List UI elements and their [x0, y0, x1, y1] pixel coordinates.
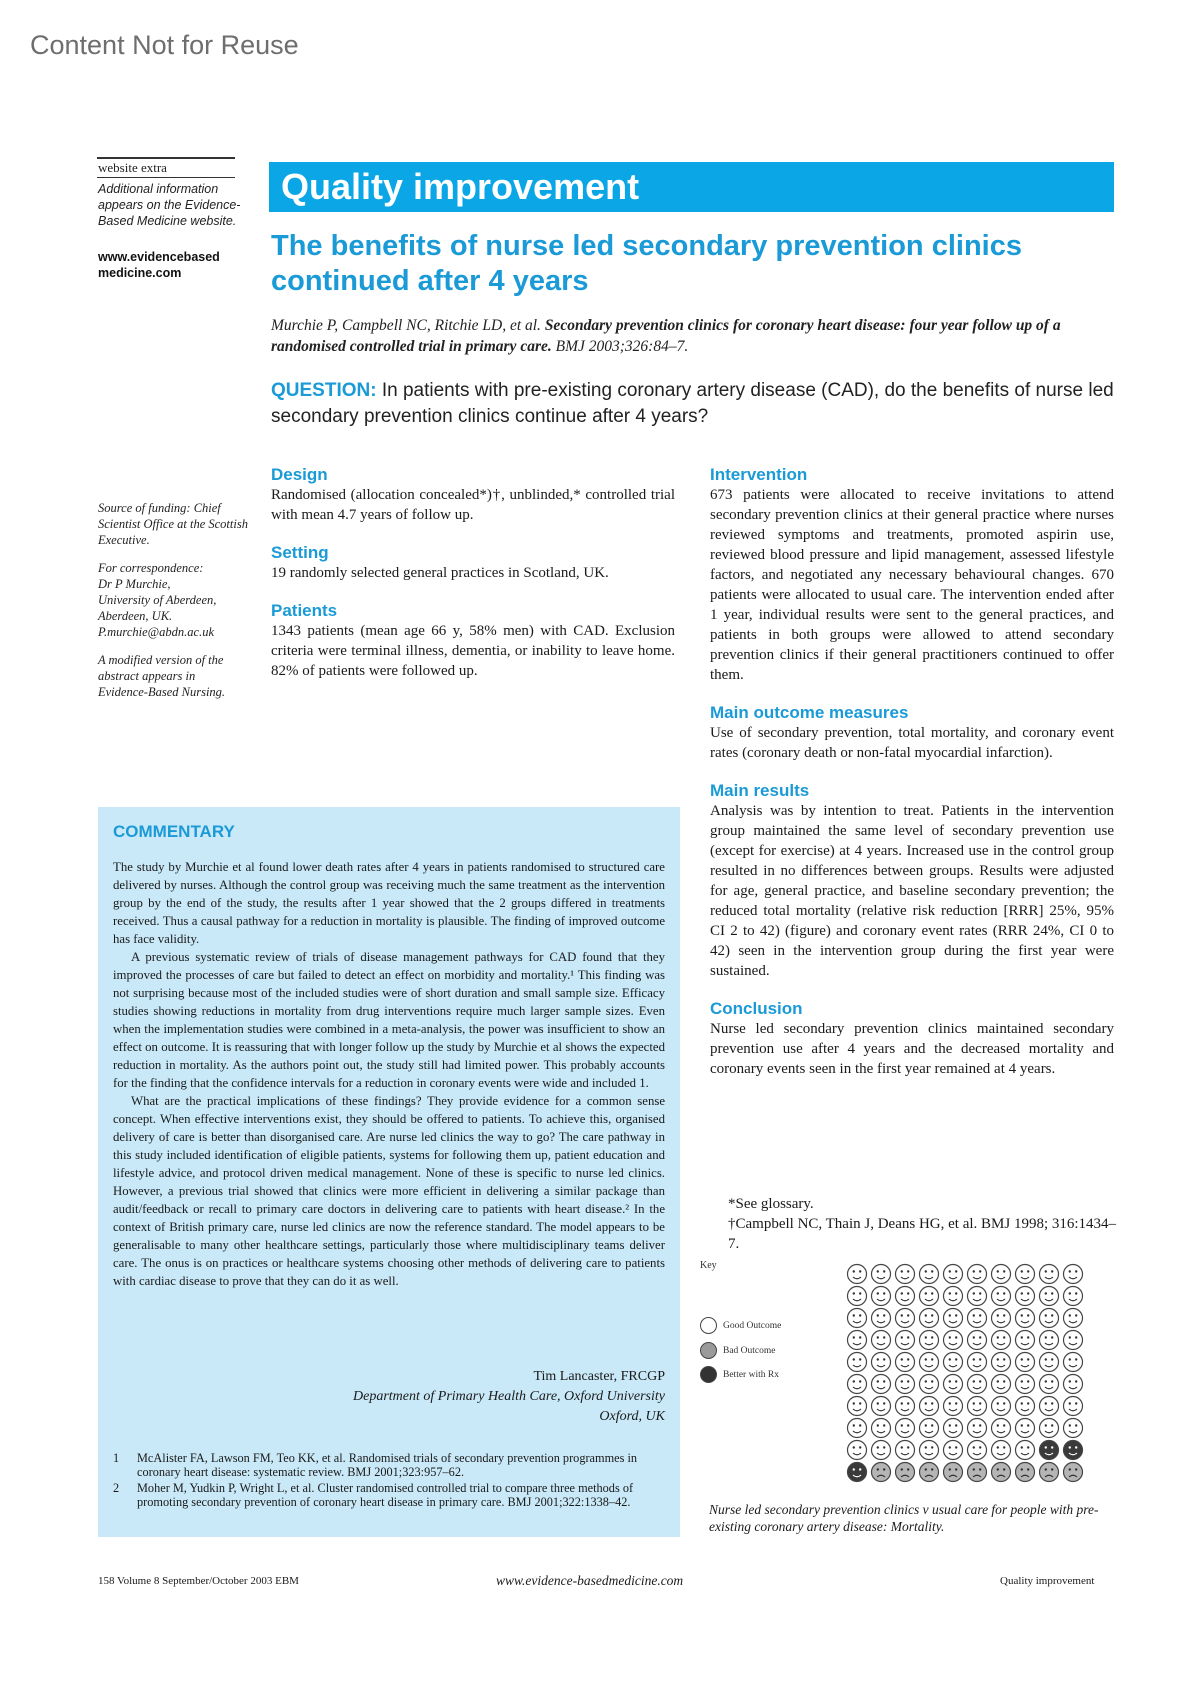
good-outcome-face-icon: [992, 1331, 1011, 1350]
reference-item: [113, 1481, 665, 1509]
good-outcome-face-icon: [920, 1309, 939, 1328]
good-outcome-face-icon: [1064, 1419, 1083, 1438]
good-outcome-face-icon: [896, 1419, 915, 1438]
good-outcome-face-icon: [920, 1331, 939, 1350]
question: [271, 378, 1121, 430]
bad-outcome-face-icon: [920, 1463, 939, 1482]
correspondence-line: Aberdeen, UK.: [98, 609, 173, 623]
bad-outcome-face-icon: [1064, 1463, 1083, 1482]
good-outcome-face-icon: [992, 1265, 1011, 1284]
good-outcome-face-icon: [944, 1309, 963, 1328]
better-with-rx-face-icon: [700, 1366, 717, 1383]
good-outcome-face-icon: [848, 1265, 867, 1284]
good-outcome-face-icon: [896, 1397, 915, 1416]
better-with-rx-face-icon: [848, 1463, 867, 1482]
reference-list: [113, 1451, 665, 1511]
good-outcome-face-icon: [896, 1265, 915, 1284]
good-outcome-face-icon: [944, 1397, 963, 1416]
commentary-paragraph: The study by Murchie et al found lower death rates after 4 years in patients randomised to structured care delivered by nurses. Although the control group was receiving much the same treatment as the intervention group by the end of the study, the results after 1 year showed that the 2 groups differed in treatments received. Thus a causal pathway for a reduction in mortality is plausible. The finding of improved outcome has face validity.: [113, 860, 665, 946]
good-outcome-face-icon: [1064, 1397, 1083, 1416]
bad-outcome-face-icon: [968, 1463, 987, 1482]
commentary-paragraph: What are the practical implications of these findings? They provide evidence for a common sense concept. When effective interventions exist, they should be offered to patients. To achieve this, organised delivery of care is better than disorganised care. Are nurse led clinics the way to go? The care pathway in this study included identification of eligible patients, systems for following them up, patient education and lifestyle advice, and protocol driven medical management. None of these is specific to nurse led clinics. However, a previous trial showed that clinics were more efficient in delivering a similar package than audit/feedback or recall to primary care doctors in delivering care to patients with heart disease.² In the context of British primary care, nurse led clinics are now the reference standard. The model appears to be generalisable to many other healthcare settings, particularly those where multidisciplinary teams deliver care. The onus is on practices or healthcare systems choosing other methods of delivering care to patients with cardiac disease to prove that they can do it as well.: [113, 1094, 665, 1288]
bad-outcome-face-icon: [700, 1342, 717, 1359]
legend-bad: [700, 1342, 776, 1359]
good-outcome-face-icon: [1016, 1419, 1035, 1438]
correspondence-line: Dr P Murchie,: [98, 577, 171, 591]
section-text-setting: 19 randomly selected general practices in Scotland, UK.: [271, 565, 609, 581]
good-outcome-face-icon: [872, 1375, 891, 1394]
good-outcome-face-icon: [1016, 1265, 1035, 1284]
face-grid-figure: [845, 1262, 1090, 1487]
good-outcome-face-icon: [992, 1375, 1011, 1394]
good-outcome-face-icon: [992, 1309, 1011, 1328]
citation: [271, 315, 1121, 357]
good-outcome-face-icon: [944, 1331, 963, 1350]
good-outcome-face-icon: [944, 1441, 963, 1460]
good-outcome-face-icon: [872, 1265, 891, 1284]
good-outcome-face-icon: [872, 1419, 891, 1438]
good-outcome-face-icon: [968, 1419, 987, 1438]
good-outcome-face-icon: [872, 1287, 891, 1306]
good-outcome-face-icon: [992, 1287, 1011, 1306]
good-outcome-face-icon: [1064, 1375, 1083, 1394]
good-outcome-face-icon: [992, 1353, 1011, 1372]
good-outcome-face-icon: [920, 1265, 939, 1284]
section-text-design: Randomised (allocation concealed*)†, unblinded,* controlled trial with mean 4.7 years of follow up.: [271, 487, 675, 523]
article-title: The benefits of nurse led secondary prevention clinics continued after 4 years: [271, 230, 1022, 297]
good-outcome-face-icon: [920, 1397, 939, 1416]
bad-outcome-face-icon: [992, 1463, 1011, 1482]
glossary-ref: †Campbell NC, Thain J, Deans HG, et al. BMJ 1998; 316:1434–7.: [728, 1216, 1117, 1252]
good-outcome-face-icon: [1040, 1419, 1059, 1438]
commentary-signature: [113, 1367, 665, 1427]
legend-good-label: Good Outcome: [723, 1320, 782, 1331]
footer-url[interactable]: www.evidence-basedmedicine.com: [496, 1573, 684, 1588]
good-outcome-face-icon: [872, 1309, 891, 1328]
good-outcome-face-icon: [872, 1441, 891, 1460]
better-with-rx-face-icon: [1064, 1441, 1083, 1460]
figure-key-label: Key: [700, 1260, 717, 1271]
legend-bad-label: Bad Outcome: [723, 1345, 776, 1356]
good-outcome-face-icon: [848, 1419, 867, 1438]
good-outcome-face-icon: [992, 1397, 1011, 1416]
bad-outcome-face-icon: [896, 1463, 915, 1482]
good-outcome-face-icon: [944, 1353, 963, 1372]
footer-right: Quality improvement: [1000, 1575, 1095, 1587]
good-outcome-face-icon: [1040, 1353, 1059, 1372]
website-extra-rule: [97, 157, 235, 159]
website-extra-rule-2: [97, 177, 235, 178]
section-text-conclusion: Nurse led secondary prevention clinics maintained secondary prevention use after 4 years and the decreased mortality and coronary events seen in the first year remained at 4 years.: [710, 1021, 1114, 1077]
good-outcome-face-icon: [968, 1309, 987, 1328]
section-text-patients: 1343 patients (mean age 66 y, 58% men) with CAD. Exclusion criteria were terminal illness, dementia, or inability to leave home. 82% of patients were followed up.: [271, 623, 675, 679]
good-outcome-face-icon: [944, 1265, 963, 1284]
good-outcome-face-icon: [848, 1375, 867, 1394]
question-text: In patients with pre-existing coronary artery disease (CAD), do the benefits of nurse led secondary prevention clinics continue after 4 years?: [271, 380, 1114, 427]
section-heading-outcomes: Main outcome measures: [710, 703, 909, 722]
correspondence-line: University of Aberdeen,: [98, 593, 217, 607]
citation-article: Secondary prevention clinics for coronary heart disease: four year follow up of a randomised controlled trial in primary care.: [271, 317, 1061, 355]
good-outcome-face-icon: [896, 1353, 915, 1372]
section-banner: Quality improvement: [269, 162, 1114, 212]
watermark: Content Not for Reuse: [30, 30, 299, 60]
good-outcome-face-icon: [1064, 1331, 1083, 1350]
good-outcome-face-icon: [1016, 1397, 1035, 1416]
modified-note: A modified version of the abstract appears in Evidence-Based Nursing.: [98, 653, 226, 699]
good-outcome-face-icon: [944, 1287, 963, 1306]
bad-outcome-face-icon: [1040, 1463, 1059, 1482]
good-outcome-face-icon: [968, 1265, 987, 1284]
bad-outcome-face-icon: [1016, 1463, 1035, 1482]
good-outcome-face-icon: [1016, 1287, 1035, 1306]
reference-item: [113, 1451, 665, 1479]
commentary-author: Tim Lancaster, FRCGP: [533, 1369, 665, 1384]
good-outcome-face-icon: [896, 1309, 915, 1328]
good-outcome-face-icon: [896, 1331, 915, 1350]
good-outcome-face-icon: [944, 1375, 963, 1394]
good-outcome-face-icon: [1040, 1287, 1059, 1306]
good-outcome-face-icon: [896, 1441, 915, 1460]
good-outcome-face-icon: [968, 1331, 987, 1350]
section-text-outcomes: Use of secondary prevention, total mortality, and coronary event rates (coronary death or non-fatal myocardial infarction).: [710, 725, 1114, 761]
glossary-see: *See glossary.: [728, 1196, 814, 1212]
legend-better: [700, 1366, 779, 1383]
website-extra-url[interactable]: www.evidencebased medicine.com: [98, 250, 220, 280]
good-outcome-face-icon: [968, 1441, 987, 1460]
good-outcome-face-icon: [1016, 1309, 1035, 1328]
good-outcome-face-icon: [968, 1353, 987, 1372]
good-outcome-face-icon: [848, 1353, 867, 1372]
footer-left: 158 Volume 8 September/October 2003 EBM: [98, 1575, 299, 1587]
right-column: [710, 465, 1114, 1097]
good-outcome-face-icon: [872, 1353, 891, 1372]
bad-outcome-face-icon: [944, 1463, 963, 1482]
section-text-intervention: 673 patients were allocated to receive invitations to attend secondary prevention clinics at their general practice where nurses reviewed symptoms and treatments, promoted aspirin use, reviewed blood pressure and lipid management, assessed lifestyle factors, and negotiated any necessary behavioural changes. 670 patients were allocated to usual care. The intervention ended after 1 year, individual results were sent to the general practices, and patients in both groups were allowed to attend secondary prevention clinics if their general practitioners continued to offer them.: [710, 487, 1114, 683]
correspondence-label: For correspondence:: [98, 561, 204, 575]
good-outcome-face-icon: [920, 1441, 939, 1460]
legend-good: [700, 1317, 781, 1334]
good-outcome-face-icon: [1016, 1441, 1035, 1460]
good-outcome-face-icon: [1040, 1397, 1059, 1416]
website-extra-label: website extra: [98, 160, 167, 175]
good-outcome-face-icon: [848, 1287, 867, 1306]
section-text-results: Analysis was by intention to treat. Patients in the intervention group maintained the same level of secondary prevention use (except for exercise) at 4 years. Increased use in the control group resulted in no differences between groups. Results were adjusted for age, general practice, and baseline secondary prevention; the reduced total mortality (relative risk reduction [RRR] 25%, 95% CI 2 to 42) (figure) and coronary event rates (RRR 24%, CI 0 to 42) seen in the intervention group during the first year were sustained.: [710, 803, 1114, 979]
legend-better-label: Better with Rx: [723, 1369, 779, 1380]
commentary-body: [113, 858, 665, 1290]
good-outcome-face-icon: [1016, 1331, 1035, 1350]
good-outcome-face-icon: [848, 1441, 867, 1460]
good-outcome-face-icon: [1064, 1309, 1083, 1328]
commentary-heading: COMMENTARY: [113, 822, 235, 841]
good-outcome-face-icon: [896, 1375, 915, 1394]
section-heading-conclusion: Conclusion: [710, 999, 803, 1018]
reference-text: McAlister FA, Lawson FM, Teo KK, et al. Randomised trials of secondary prevention programmes in coronary heart disease: systematic review. BMJ 2001;323:957–62.: [137, 1451, 638, 1479]
better-with-rx-face-icon: [1040, 1441, 1059, 1460]
left-column: [271, 465, 675, 699]
citation-journal: BMJ 2003;326:84–7.: [555, 338, 689, 355]
section-heading-design: Design: [271, 465, 328, 484]
good-outcome-face-icon: [872, 1397, 891, 1416]
commentary-place: Oxford, UK: [599, 1409, 665, 1424]
good-outcome-face-icon: [968, 1375, 987, 1394]
good-outcome-face-icon: [1016, 1375, 1035, 1394]
good-outcome-face-icon: [992, 1419, 1011, 1438]
good-outcome-face-icon: [968, 1287, 987, 1306]
reference-text: Moher M, Yudkin P, Wright L, et al. Cluster randomised controlled trial to compare three methods of promoting secondary prevention of coronary heart disease in primary care. BMJ 2001;322:1338–42.: [137, 1481, 634, 1509]
good-outcome-face-icon: [920, 1353, 939, 1372]
good-outcome-face-icon: [700, 1317, 717, 1334]
good-outcome-face-icon: [896, 1287, 915, 1306]
commentary-dept: Department of Primary Health Care, Oxford University: [353, 1389, 665, 1404]
good-outcome-face-icon: [992, 1441, 1011, 1460]
good-outcome-face-icon: [1040, 1331, 1059, 1350]
good-outcome-face-icon: [1064, 1353, 1083, 1372]
section-heading-patients: Patients: [271, 601, 338, 620]
good-outcome-face-icon: [1016, 1353, 1035, 1372]
good-outcome-face-icon: [1064, 1287, 1083, 1306]
good-outcome-face-icon: [1064, 1265, 1083, 1284]
website-extra-text: Additional information appears on the Evidence-Based Medicine website.: [98, 182, 241, 228]
bad-outcome-face-icon: [872, 1463, 891, 1482]
sidebar-notes: [98, 500, 248, 712]
good-outcome-face-icon: [944, 1419, 963, 1438]
reference-number: 2: [113, 1481, 120, 1495]
good-outcome-face-icon: [848, 1331, 867, 1350]
commentary-paragraph: A previous systematic review of trials of disease management pathways for CAD found that they improved the processes of care but failed to detect an effect on morbidity and mortality.¹ This finding was not surprising because most of the included studies were of short duration and small sample size. Efficacy studies showing reductions in mortality from drug interventions require much larger sample sizes. Even when the implementation studies were combined in a meta-analysis, the power was insufficient to show an effect on outcome. It is reassuring that with longer follow up the study by Murchie et al shows the expected reduction in mortality. As the authors point out, the study still had limited power. This probably accounts for the finding that the confidence intervals for a reduction in coronary events were wide and included 1.: [113, 950, 665, 1090]
figure-caption: Nurse led secondary prevention clinics v usual care for people with pre-existing coronary artery disease: Mortality.: [709, 1502, 1099, 1534]
good-outcome-face-icon: [968, 1397, 987, 1416]
good-outcome-face-icon: [848, 1309, 867, 1328]
good-outcome-face-icon: [848, 1397, 867, 1416]
question-label: QUESTION:: [271, 380, 377, 401]
citation-authors: Murchie P, Campbell NC, Ritchie LD, et al.: [271, 317, 541, 334]
section-heading-results: Main results: [710, 781, 810, 800]
good-outcome-face-icon: [1040, 1265, 1059, 1284]
good-outcome-face-icon: [1040, 1309, 1059, 1328]
glossary-notes: [728, 1194, 1118, 1254]
good-outcome-face-icon: [920, 1287, 939, 1306]
section-heading-intervention: Intervention: [710, 465, 808, 484]
funding-note: Source of funding: Chief Scientist Office at the Scottish Executive.: [98, 501, 248, 547]
good-outcome-face-icon: [920, 1375, 939, 1394]
good-outcome-face-icon: [920, 1419, 939, 1438]
good-outcome-face-icon: [872, 1331, 891, 1350]
reference-number: 1: [113, 1451, 120, 1465]
correspondence-email[interactable]: P.murchie@abdn.ac.uk: [98, 625, 214, 639]
section-heading-setting: Setting: [271, 543, 329, 562]
good-outcome-face-icon: [1040, 1375, 1059, 1394]
